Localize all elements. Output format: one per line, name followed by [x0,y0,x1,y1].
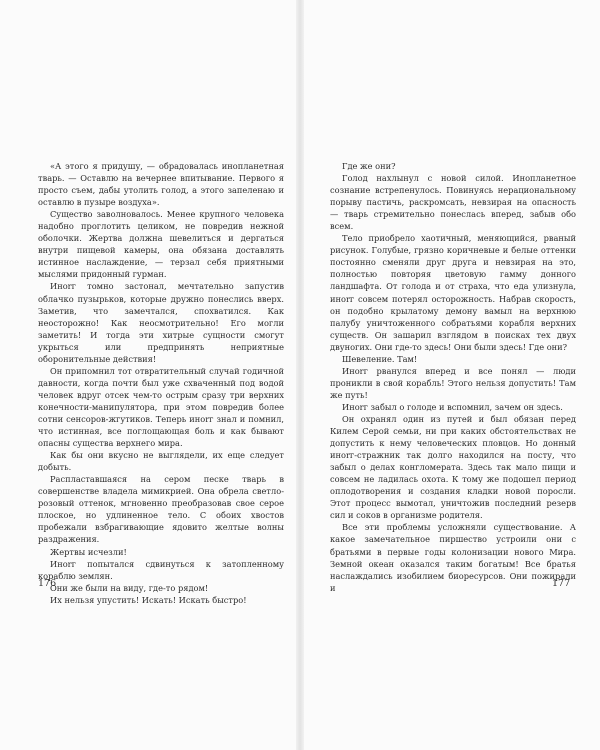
paragraph: Их нельзя упустить! Искать! Искать быстро! [50,594,247,605]
right-page-text [330,160,576,594]
paragraph: Он охранял один из путей и был обязан перед Килем Серой семьи, ни при каких обстоятельствах не допустить к нему человеческих пловцов. Но донный иноrг-стражник так долго находился на посту, что забыл о делах конгломерата. Здесь так мало пищи и совсем не ладилась охота. К тому же подошел период оплодотворения и создания кладки новой поросли. Этот процесс вымотал, уничтожив последний резерв сил и соков в организме родителя. [330,413,576,521]
paragraph: Иноrг забыл о голоде и вспомнил, зачем он здесь. [342,401,563,412]
book-gutter [296,0,304,750]
paragraph: Жертвы исчезли! [50,546,127,557]
left-page-text [38,160,284,606]
left-page-number: 176 [38,578,57,589]
paragraph: Голод нахлынул с новой силой. Инопланетное сознание встрепенулось. Повинуясь нерациональному порыву пастичь, раскромсать, невзирая на опасность — тварь стремительно понеслась вперед, забыв обо всем. [330,173,576,232]
paragraph: Иноrг попытался сдвинуться к затопленному кораблю землян. [38,558,284,581]
paragraph: Он припомнил тот отвратительный случай годичной давности, когда почти был уже схваченный под водой человек вдруг отсек чем-то острым сразу три верхних конечности-манипулятора, при этом повредив более сотни сенсоров-жгутиков. Теперь иноrг знал и помнил, что истинная, все поглощающая боль и как бывают опасны существа верхнего мира. [38,365,284,449]
paragraph: Все эти проблемы усложняли существование. А какое замечательное пиршество устроили они с братьями в первые годы колонизации нового Мира. Земной океан оказался таким богатым! Все братья наслаждались изобилием биоресурсов. Они пожирали и [330,522,576,593]
paragraph: Иноrг рванулся вперед и все понял — люди проникли в свой корабль! Этого нельзя допустить! Там же путь! [330,365,576,400]
paragraph: Шевеление. Там! [342,353,418,364]
paragraph: Где же они? [342,161,396,171]
paragraph: «А этого я придушу, — обрадовалась инопланетная тварь. — Оставлю на вечернее впитывание. Первого я просто съем, дабы утолить голод, а этого запеленаю и оставлю в пузыре воздуха». [38,161,284,208]
right-page-number: 177 [552,578,571,589]
paragraph: Существо заволновалось. Менее крупного человека надобно проглотить целиком, не повредив нежной оболочки. Жертва должна шевелиться и дергаться внутри пищевой камеры, она обязана доставлять истинное наслаждение, — терзал себя приятными мыслями придонный гурман. [38,209,284,280]
paragraph: Распластавшаяся на сером песке тварь в совершенстве владела мимикрией. Она обрела светло-розовый оттенок, мгновенно преобразовав свое серое плоское, но удлиненное тело. С обоих хвостов пробежали взбрагивающие ядовито желтые волны раздражения. [38,474,284,545]
paragraph: Они же были на виду, где-то рядом! [50,582,209,593]
paragraph: Иноrг томно застонал, мечтательно запустив облачко пузырьков, которые дружно понеслись вверх. Заметив, что замечтался, спохватился. Как неосторожно! Как неосмотрительно! Его могли заметить! И тогда эти хитрые сущности смогут укрыться или предпринять неприятные оборонительные действия! [38,281,284,364]
paragraph: Как бы они вкусно не выглядели, их еще следует добыть. [38,450,284,473]
paragraph: Тело приобрело хаотичный, меняющийся, рваный рисунок. Голубые, грязно коричневые и белые оттенки постоянно сменяли друг друга и невзирая на это, полностью повторяя цветовую гамму донного ландшафта. От голода и от страха, что еда улизнула, иноrг совсем потерял осторожность. Набрав скорость, он подобно крылатому демону вамыл на верхнюю палубу уничтоженного собратьями корабля верхних существ. Он зашарил взглядом в поисках тех двух двуногих. Они где-то здесь! Они были здесь! Где они? [330,233,576,352]
